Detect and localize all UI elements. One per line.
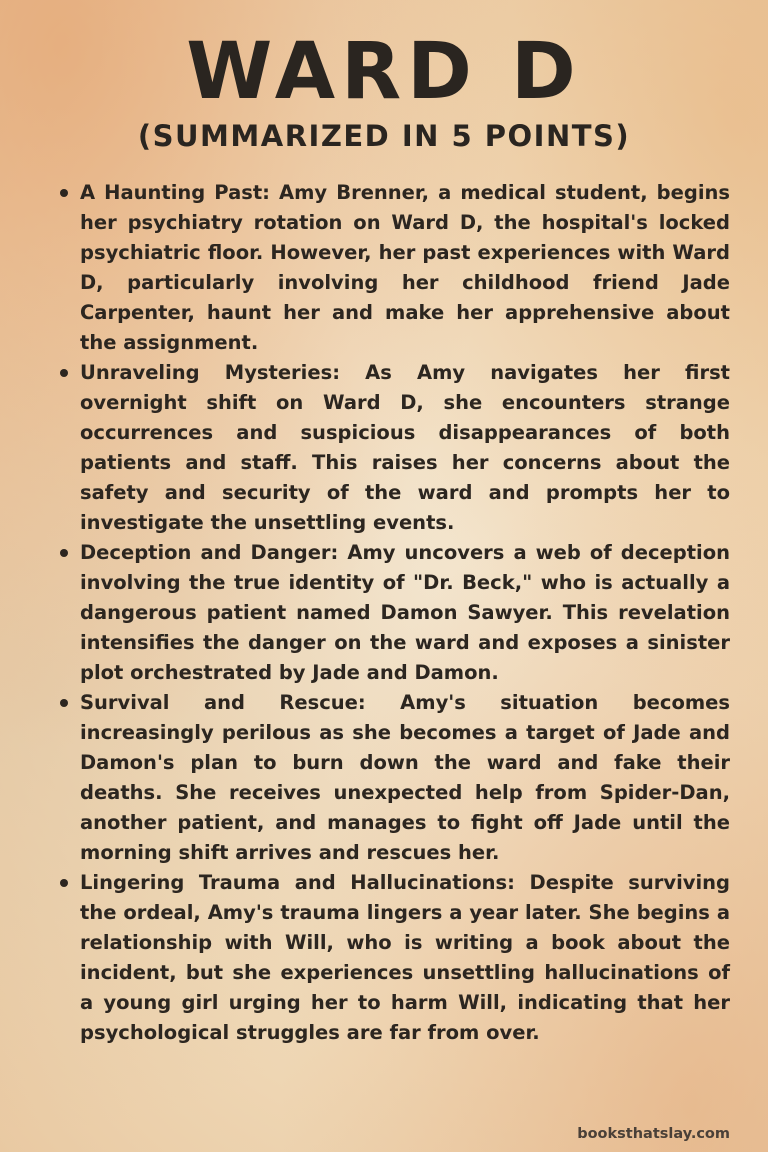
bullet-icon — [60, 369, 68, 377]
summary-point-text: Unraveling Mysteries: As Amy navigates her first overnight shift on Ward D, she encounters strange occurrences and suspicious disappearances of both patients and staff. This raises her concerns about the safety and security of the ward and prompts her to investigate the unsettling events. — [80, 361, 730, 534]
summary-point-text: Survival and Rescue: Amy's situation becomes increasingly perilous as she becomes a target of Jade and Damon's plan to burn down the ward and fake their deaths. She receives unexpected help from Spider-Dan, another patient, and manages to fight off Jade until the morning shift arrives and rescues her. — [80, 691, 730, 864]
bullet-icon — [60, 189, 68, 197]
summary-point-list — [58, 178, 730, 1048]
page-subtitle: (SUMMARIZED IN 5 POINTS) — [137, 119, 631, 153]
summary-point-text: Lingering Trauma and Hallucinations: Despite surviving the ordeal, Amy's trauma lingers a year later. She begins a relationship with Will, who is writing a book about the incident, but she experiences unsettling hallucinations of a young girl urging her to harm Will, indicating that her psychological struggles are far from over. — [80, 871, 730, 1044]
bullet-icon — [60, 879, 68, 887]
summary-point-text: A Haunting Past: Amy Brenner, a medical student, begins her psychiatry rotation on Ward D, the hospital's locked psychiatric floor. However, her past experiences with Ward D, particularly involving her childhood friend Jade Carpenter, haunt her and make her apprehensive about the assignment. — [80, 181, 730, 354]
page-title: WARD D — [186, 27, 582, 117]
summary-point-3 — [58, 538, 730, 688]
summary-point-4 — [58, 688, 730, 868]
bullet-icon — [60, 699, 68, 707]
summary-point-2 — [58, 358, 730, 538]
bullet-icon — [60, 549, 68, 557]
summary-point-1 — [58, 178, 730, 358]
source-credit: booksthatslay.com — [577, 1126, 730, 1142]
summary-point-text: Deception and Danger: Amy uncovers a web of deception involving the true identity of "Dr. Beck," who is actually a dangerous patient named Damon Sawyer. This revelation intensifies the danger on the ward and exposes a sinister plot orchestrated by Jade and Damon. — [80, 541, 730, 684]
summary-point-5 — [58, 868, 730, 1048]
